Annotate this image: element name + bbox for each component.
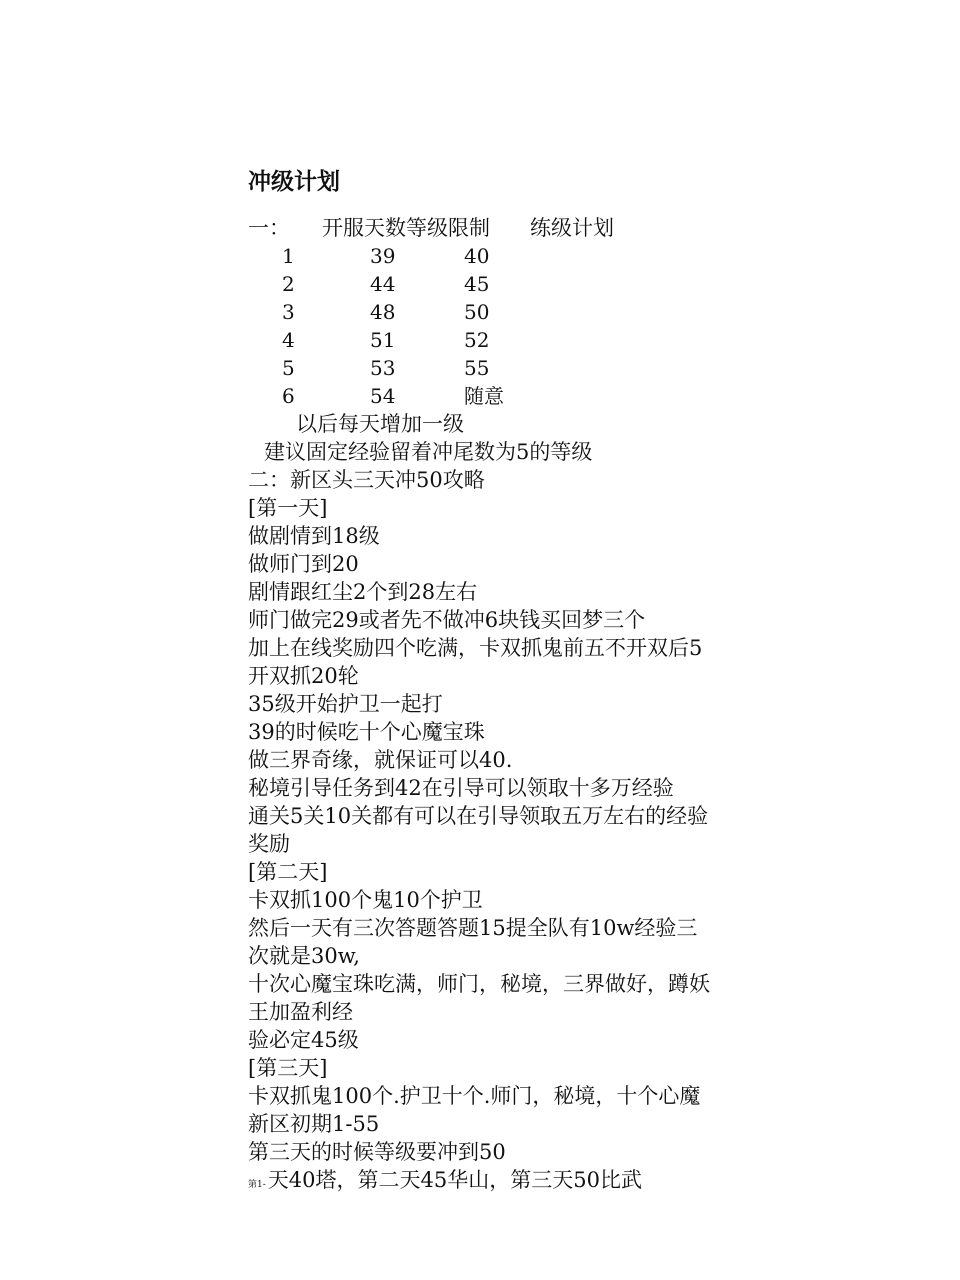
cell-limit: 44: [370, 272, 396, 296]
list-item: 新区初期1-55: [248, 1112, 380, 1136]
cell-plan: 40: [464, 244, 490, 268]
list-item: 卡双抓100个鬼10个护卫: [248, 888, 483, 912]
cell-plan: 52: [464, 328, 490, 352]
cell-day: 2: [282, 272, 295, 296]
note-suggestion: 建议固定经验留着冲尾数为5的等级: [264, 440, 593, 464]
day1-label: [第一天]: [248, 496, 328, 520]
cell-limit: 53: [370, 356, 396, 380]
list-item: 35级开始护卫一起打: [248, 692, 443, 716]
day2-label: [第二天]: [248, 860, 328, 884]
list-item: 加上在线奖励四个吃满，卡双抓鬼前五不开双后5开双抓20轮: [248, 636, 703, 688]
table-row: [248, 326, 728, 354]
tiny-prefix: 第1-: [248, 1180, 266, 1190]
table-row: [248, 298, 728, 326]
cell-plan: 55: [464, 356, 490, 380]
page-title: 冲级计划: [248, 169, 340, 195]
header-level-limit: 等级限制: [406, 216, 490, 240]
last-line-text: 天40塔，第二天45华山，第三天50比武: [267, 1168, 642, 1192]
list-item: 师门做完29或者先不做冲6块钱买回梦三个: [248, 608, 646, 632]
cell-plan: 随意: [464, 384, 504, 408]
cell-limit: 48: [370, 300, 396, 324]
cell-plan: 45: [464, 272, 490, 296]
table-row: [248, 242, 728, 270]
cell-limit: 51: [370, 328, 396, 352]
list-item: 做剧情到18级: [248, 524, 380, 548]
list-item: 验必定45级: [248, 1028, 359, 1052]
table-header: [248, 214, 728, 242]
list-item: 第三天的时候等级要冲到50: [248, 1140, 506, 1164]
list-item: 十次心魔宝珠吃满，师门，秘境，三界做好，蹲妖王加盈利经: [248, 972, 710, 1024]
cell-day: 6: [282, 384, 295, 408]
cell-day: 4: [282, 328, 295, 352]
note-daily-increase: 以后每天增加一级: [296, 412, 464, 436]
header-plan: 练级计划: [530, 216, 614, 240]
list-item: 做师门到20: [248, 552, 359, 576]
cell-day: 1: [282, 244, 295, 268]
list-item: [248, 1166, 728, 1199]
table-row: [248, 354, 728, 382]
document-body: [248, 166, 728, 1199]
list-item: 通关5关10关都有可以在引导领取五万左右的经验奖励: [248, 804, 709, 856]
cell-limit: 54: [370, 384, 396, 408]
section-number: 一：: [248, 216, 290, 240]
cell-limit: 39: [370, 244, 396, 268]
list-item: 做三界奇缘，就保证可以40.: [248, 748, 513, 772]
table-row: [248, 270, 728, 298]
list-item: 然后一天有三次答题答题15提全队有10w经验三次就是30w,: [248, 916, 698, 968]
cell-plan: 50: [464, 300, 490, 324]
section-heading: 二：新区头三天冲50攻略: [248, 468, 485, 492]
list-item: 卡双抓鬼100个.护卫十个.师门，秘境，十个心魔: [248, 1084, 701, 1108]
list-item: 秘境引导任务到42在引导可以领取十多万经验: [248, 776, 674, 800]
cell-day: 5: [282, 356, 295, 380]
day3-label: [第三天]: [248, 1056, 328, 1080]
header-days: 开服天数: [322, 216, 406, 240]
cell-day: 3: [282, 300, 295, 324]
list-item: 39的时候吃十个心魔宝珠: [248, 720, 485, 744]
table-row: [248, 382, 728, 410]
list-item: 剧情跟红尘2个到28左右: [248, 580, 478, 604]
